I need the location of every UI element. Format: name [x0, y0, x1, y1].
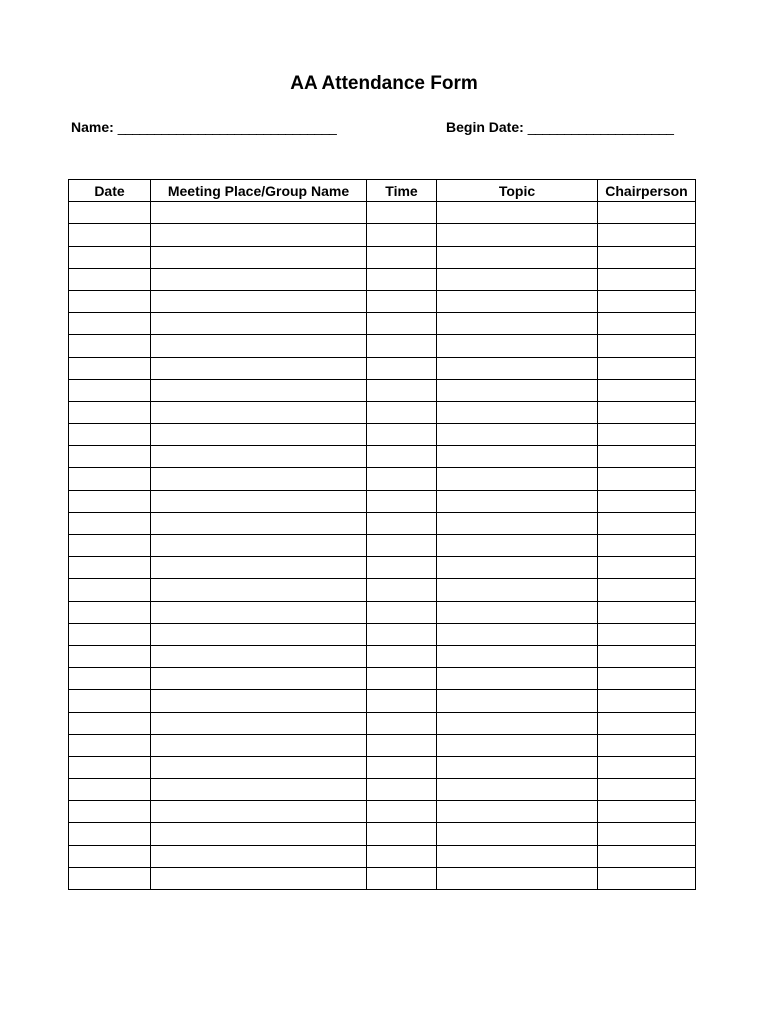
topic-cell[interactable] — [437, 424, 598, 446]
time-cell[interactable] — [367, 468, 437, 490]
topic-cell[interactable] — [437, 468, 598, 490]
time-cell[interactable] — [367, 424, 437, 446]
topic-cell[interactable] — [437, 313, 598, 335]
date-cell[interactable] — [69, 601, 151, 623]
time-cell[interactable] — [367, 845, 437, 867]
topic-cell[interactable] — [437, 357, 598, 379]
meeting-place-cell[interactable] — [151, 601, 367, 623]
table-row — [69, 645, 696, 667]
meeting-place-cell[interactable] — [151, 734, 367, 756]
begin-date-field[interactable] — [446, 118, 673, 136]
date-cell[interactable] — [69, 668, 151, 690]
table-row — [69, 557, 696, 579]
table-row — [69, 779, 696, 801]
topic-cell[interactable] — [437, 290, 598, 312]
topic-cell[interactable] — [437, 202, 598, 224]
meeting-place-cell[interactable] — [151, 823, 367, 845]
time-cell[interactable] — [367, 490, 437, 512]
topic-cell[interactable] — [437, 645, 598, 667]
chairperson-cell[interactable] — [598, 512, 696, 534]
table-row — [69, 224, 696, 246]
chairperson-cell[interactable] — [598, 579, 696, 601]
topic-cell[interactable] — [437, 845, 598, 867]
date-cell[interactable] — [69, 867, 151, 889]
date-cell[interactable] — [69, 779, 151, 801]
time-cell[interactable] — [367, 446, 437, 468]
date-cell[interactable] — [69, 379, 151, 401]
chairperson-cell[interactable] — [598, 779, 696, 801]
time-cell[interactable] — [367, 645, 437, 667]
chairperson-cell[interactable] — [598, 379, 696, 401]
meeting-place-cell[interactable] — [151, 401, 367, 423]
table-row — [69, 535, 696, 557]
date-cell[interactable] — [69, 268, 151, 290]
meeting-place-cell[interactable] — [151, 756, 367, 778]
column-header-time: Time — [367, 180, 437, 202]
date-cell[interactable] — [69, 645, 151, 667]
table-row — [69, 801, 696, 823]
table-row — [69, 335, 696, 357]
time-cell[interactable] — [367, 202, 437, 224]
date-cell[interactable] — [69, 246, 151, 268]
chairperson-cell[interactable] — [598, 668, 696, 690]
chairperson-cell[interactable] — [598, 734, 696, 756]
time-cell[interactable] — [367, 357, 437, 379]
column-header-date: Date — [69, 180, 151, 202]
time-cell[interactable] — [367, 535, 437, 557]
chairperson-cell[interactable] — [598, 290, 696, 312]
name-blank-line[interactable]: ______________________________ — [117, 119, 337, 135]
table-row — [69, 268, 696, 290]
table-row — [69, 867, 696, 889]
topic-cell[interactable] — [437, 379, 598, 401]
name-field[interactable] — [71, 118, 336, 136]
meeting-place-cell[interactable] — [151, 623, 367, 645]
topic-cell[interactable] — [437, 823, 598, 845]
chairperson-cell[interactable] — [598, 401, 696, 423]
time-cell[interactable] — [367, 268, 437, 290]
meeting-place-cell[interactable] — [151, 202, 367, 224]
meeting-place-cell[interactable] — [151, 779, 367, 801]
topic-cell[interactable] — [437, 668, 598, 690]
time-cell[interactable] — [367, 290, 437, 312]
meeting-place-cell[interactable] — [151, 290, 367, 312]
date-cell[interactable] — [69, 734, 151, 756]
topic-cell[interactable] — [437, 224, 598, 246]
name-label: Name: — [71, 119, 114, 135]
topic-cell[interactable] — [437, 335, 598, 357]
chairperson-cell[interactable] — [598, 535, 696, 557]
table-row — [69, 756, 696, 778]
table-row — [69, 401, 696, 423]
table-row — [69, 290, 696, 312]
meeting-place-cell[interactable] — [151, 512, 367, 534]
table-row — [69, 424, 696, 446]
time-cell[interactable] — [367, 601, 437, 623]
date-cell[interactable] — [69, 224, 151, 246]
table-header-row — [69, 180, 696, 202]
meeting-place-cell[interactable] — [151, 668, 367, 690]
date-cell[interactable] — [69, 468, 151, 490]
chairperson-cell[interactable] — [598, 224, 696, 246]
chairperson-cell[interactable] — [598, 268, 696, 290]
table-row — [69, 623, 696, 645]
time-cell[interactable] — [367, 623, 437, 645]
date-cell[interactable] — [69, 557, 151, 579]
meeting-place-cell[interactable] — [151, 313, 367, 335]
meeting-place-cell[interactable] — [151, 490, 367, 512]
time-cell[interactable] — [367, 756, 437, 778]
time-cell[interactable] — [367, 379, 437, 401]
topic-cell[interactable] — [437, 579, 598, 601]
topic-cell[interactable] — [437, 801, 598, 823]
topic-cell[interactable] — [437, 712, 598, 734]
meeting-place-cell[interactable] — [151, 468, 367, 490]
table-row — [69, 668, 696, 690]
chairperson-cell[interactable] — [598, 845, 696, 867]
table-row — [69, 446, 696, 468]
chairperson-cell[interactable] — [598, 712, 696, 734]
begin-date-label: Begin Date: — [446, 119, 524, 135]
topic-cell[interactable] — [437, 867, 598, 889]
chairperson-cell[interactable] — [598, 867, 696, 889]
topic-cell[interactable] — [437, 401, 598, 423]
chairperson-cell[interactable] — [598, 823, 696, 845]
topic-cell[interactable] — [437, 535, 598, 557]
time-cell[interactable] — [367, 579, 437, 601]
table-row — [69, 512, 696, 534]
date-cell[interactable] — [69, 535, 151, 557]
topic-cell[interactable] — [437, 512, 598, 534]
meeting-place-cell[interactable] — [151, 867, 367, 889]
time-cell[interactable] — [367, 823, 437, 845]
date-cell[interactable] — [69, 623, 151, 645]
date-cell[interactable] — [69, 801, 151, 823]
meeting-place-cell[interactable] — [151, 335, 367, 357]
chairperson-cell[interactable] — [598, 690, 696, 712]
column-header-meeting-place: Meeting Place/Group Name — [151, 180, 367, 202]
chairperson-cell[interactable] — [598, 202, 696, 224]
chairperson-cell[interactable] — [598, 446, 696, 468]
meeting-place-cell[interactable] — [151, 224, 367, 246]
table-row — [69, 579, 696, 601]
topic-cell[interactable] — [437, 779, 598, 801]
time-cell[interactable] — [367, 668, 437, 690]
meeting-place-cell[interactable] — [151, 801, 367, 823]
chairperson-cell[interactable] — [598, 756, 696, 778]
chairperson-cell[interactable] — [598, 557, 696, 579]
table-row — [69, 202, 696, 224]
time-cell[interactable] — [367, 335, 437, 357]
attendance-table — [68, 179, 696, 890]
date-cell[interactable] — [69, 579, 151, 601]
form-title: AA Attendance Form — [290, 73, 478, 94]
time-cell[interactable] — [367, 690, 437, 712]
meeting-place-cell[interactable] — [151, 446, 367, 468]
table-row — [69, 246, 696, 268]
chairperson-cell[interactable] — [598, 246, 696, 268]
chairperson-cell[interactable] — [598, 801, 696, 823]
time-cell[interactable] — [367, 801, 437, 823]
attendance-table-body — [69, 202, 696, 890]
meeting-place-cell[interactable] — [151, 579, 367, 601]
time-cell[interactable] — [367, 557, 437, 579]
meeting-place-cell[interactable] — [151, 557, 367, 579]
meeting-place-cell[interactable] — [151, 645, 367, 667]
date-cell[interactable] — [69, 712, 151, 734]
meeting-place-cell[interactable] — [151, 845, 367, 867]
time-cell[interactable] — [367, 512, 437, 534]
chairperson-cell[interactable] — [598, 313, 696, 335]
chairperson-cell[interactable] — [598, 424, 696, 446]
chairperson-cell[interactable] — [598, 357, 696, 379]
topic-cell[interactable] — [437, 690, 598, 712]
date-cell[interactable] — [69, 202, 151, 224]
table-row — [69, 734, 696, 756]
topic-cell[interactable] — [437, 756, 598, 778]
date-cell[interactable] — [69, 313, 151, 335]
meeting-place-cell[interactable] — [151, 690, 367, 712]
table-row — [69, 468, 696, 490]
column-header-chairperson: Chairperson — [598, 180, 696, 202]
chairperson-cell[interactable] — [598, 468, 696, 490]
chairperson-cell[interactable] — [598, 335, 696, 357]
table-row — [69, 712, 696, 734]
date-cell[interactable] — [69, 512, 151, 534]
table-row — [69, 357, 696, 379]
date-cell[interactable] — [69, 756, 151, 778]
topic-cell[interactable] — [437, 246, 598, 268]
topic-cell[interactable] — [437, 734, 598, 756]
time-cell[interactable] — [367, 734, 437, 756]
column-header-topic: Topic — [437, 180, 598, 202]
meeting-place-cell[interactable] — [151, 268, 367, 290]
meeting-place-cell[interactable] — [151, 379, 367, 401]
date-cell[interactable] — [69, 290, 151, 312]
table-row — [69, 379, 696, 401]
time-cell[interactable] — [367, 313, 437, 335]
date-cell[interactable] — [69, 823, 151, 845]
topic-cell[interactable] — [437, 268, 598, 290]
table-row — [69, 823, 696, 845]
chairperson-cell[interactable] — [598, 490, 696, 512]
date-cell[interactable] — [69, 845, 151, 867]
meeting-place-cell[interactable] — [151, 357, 367, 379]
begin-date-blank-line[interactable]: ____________________ — [527, 119, 674, 135]
topic-cell[interactable] — [437, 601, 598, 623]
table-row — [69, 601, 696, 623]
topic-cell[interactable] — [437, 557, 598, 579]
time-cell[interactable] — [367, 712, 437, 734]
time-cell[interactable] — [367, 401, 437, 423]
table-row — [69, 313, 696, 335]
date-cell[interactable] — [69, 357, 151, 379]
meeting-place-cell[interactable] — [151, 712, 367, 734]
time-cell[interactable] — [367, 867, 437, 889]
meeting-place-cell[interactable] — [151, 424, 367, 446]
topic-cell[interactable] — [437, 623, 598, 645]
chairperson-cell[interactable] — [598, 645, 696, 667]
date-cell[interactable] — [69, 424, 151, 446]
topic-cell[interactable] — [437, 490, 598, 512]
date-cell[interactable] — [69, 401, 151, 423]
date-cell[interactable] — [69, 446, 151, 468]
date-cell[interactable] — [69, 690, 151, 712]
topic-cell[interactable] — [437, 446, 598, 468]
meeting-place-cell[interactable] — [151, 246, 367, 268]
meeting-place-cell[interactable] — [151, 535, 367, 557]
chairperson-cell[interactable] — [598, 623, 696, 645]
time-cell[interactable] — [367, 246, 437, 268]
table-row — [69, 490, 696, 512]
chairperson-cell[interactable] — [598, 601, 696, 623]
table-row — [69, 690, 696, 712]
date-cell[interactable] — [69, 335, 151, 357]
date-cell[interactable] — [69, 490, 151, 512]
table-row — [69, 845, 696, 867]
time-cell[interactable] — [367, 224, 437, 246]
time-cell[interactable] — [367, 779, 437, 801]
